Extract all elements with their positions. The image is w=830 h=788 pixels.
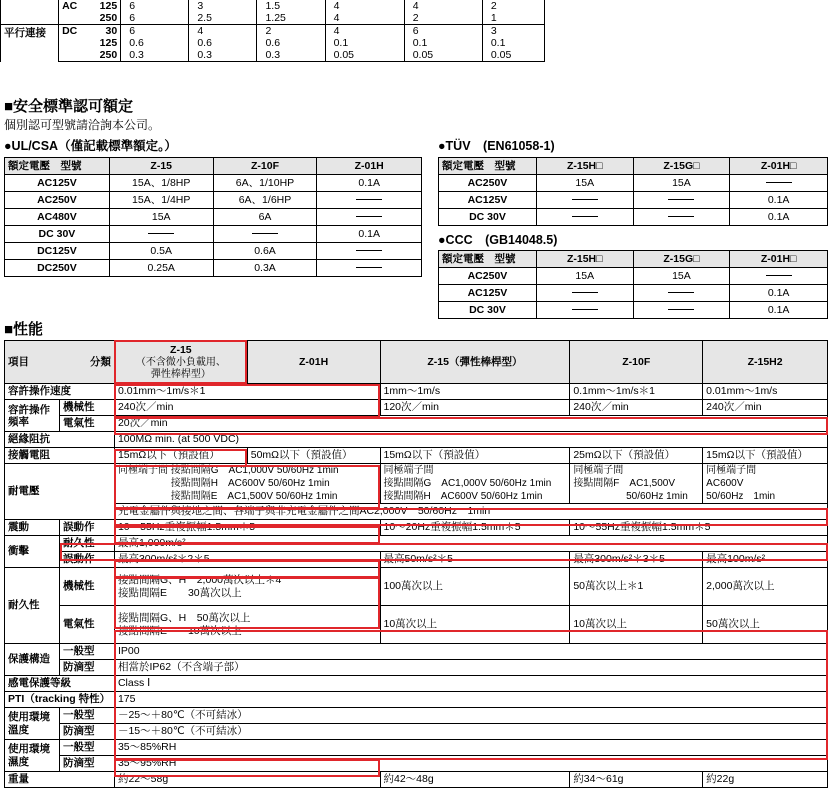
humid-v-drip: 35～95%RH	[114, 756, 827, 772]
withstand-a: 同極端子間 接點間隔G AC1,000V 50/60Hz 1min 接點間隔H AC600V 50/60Hz 1min 接點間隔E AC1,500V 50/60Hz 1min	[114, 464, 380, 504]
row-life-elec	[5, 606, 828, 644]
table-cell: 15A	[633, 175, 730, 192]
column-header: Z-10F	[213, 158, 317, 175]
table-cell	[536, 192, 633, 209]
temp-v-drip: －15～＋80℃（不可結冰）	[114, 724, 827, 740]
table-cell	[536, 285, 633, 302]
h-z10f: Z-10F	[570, 341, 703, 384]
ul-csa-table	[4, 157, 422, 277]
humid-general: 一般型	[59, 740, 114, 756]
performance-title: ■性能	[4, 321, 44, 338]
protect-drip: 防滴型	[59, 660, 114, 676]
freq-mech: 機械性	[59, 400, 114, 416]
dash-mark	[572, 292, 598, 293]
header-row	[5, 158, 422, 175]
value-cell: 6	[121, 25, 189, 38]
shock-d: 最高100m/s²	[703, 552, 828, 568]
value-cell: 0.6	[121, 37, 189, 49]
table-cell: 15A	[109, 209, 213, 226]
column-header: 額定電壓 型號	[5, 158, 110, 175]
header-row	[439, 251, 828, 268]
dash-mark	[572, 216, 598, 217]
table-cell	[633, 209, 730, 226]
row-humid-general	[5, 740, 828, 756]
table-row	[1, 25, 545, 38]
row-protect-drip	[5, 660, 828, 676]
withstand-d: 同極端子間 AC600V 50/60Hz 1min	[703, 464, 828, 504]
speed-c: 0.1mm～1m/s＊1	[570, 384, 703, 400]
table-cell: 0.5A	[109, 243, 213, 260]
humid-label: 使用環境濕度	[5, 740, 60, 772]
tuv-title: ●TÜV (EN61058-1)	[438, 139, 555, 153]
life-mech: 機械性	[59, 568, 114, 606]
safety-title: ■安全標準認可額定	[4, 98, 134, 115]
table-cell: 6A、1/10HP	[213, 175, 317, 192]
table-cell	[317, 209, 422, 226]
dash-mark	[668, 309, 694, 310]
row-freq-mech	[5, 400, 828, 416]
ccc-title: ●CCC (GB14048.5)	[438, 233, 558, 247]
ac-dc-label: DC	[59, 25, 81, 38]
value-cell: 0.3	[121, 49, 189, 62]
freq-c: 240次／min	[570, 400, 703, 416]
table-row	[439, 268, 828, 285]
column-header: Z-01H	[317, 158, 422, 175]
column-header: Z-01H□	[730, 158, 828, 175]
protect-general: 一般型	[59, 644, 114, 660]
value-cell: 6	[121, 0, 189, 12]
life-label: 耐久性	[5, 568, 60, 644]
table-row	[439, 192, 828, 209]
weight-c: 約34～61g	[570, 772, 703, 788]
value-cell: 3	[189, 0, 257, 12]
temp-drip: 防滴型	[59, 724, 114, 740]
table-cell: 6A、1/6HP	[213, 192, 317, 209]
h-z15b: Z-15（彈性棒桿型）	[380, 341, 570, 384]
h-class: 分類	[89, 355, 111, 368]
table-row	[5, 192, 422, 209]
h-item: 項目	[8, 355, 29, 368]
row-weight	[5, 772, 828, 788]
ac-dc-label: AC	[59, 0, 81, 12]
weight-d: 約22g	[703, 772, 828, 788]
freq-elec: 電氣性	[59, 416, 114, 432]
group-spacer	[1, 12, 59, 25]
table-cell	[213, 226, 317, 243]
vib-label: 震動	[5, 520, 60, 536]
value-cell: 6	[404, 25, 482, 38]
shock-class-v: Class Ⅰ	[114, 676, 827, 692]
value-cell: 4	[404, 0, 482, 12]
value-cell: 2.5	[189, 12, 257, 25]
row-humid-drip	[5, 756, 828, 772]
value-cell: 1.25	[257, 12, 325, 25]
ac-dc-label	[59, 12, 81, 25]
value-cell: 0.05	[325, 49, 404, 62]
table-cell	[317, 192, 422, 209]
protect-v-drip: 相當於IP62（不含端子部）	[114, 660, 827, 676]
protect-label: 保護構造	[5, 644, 60, 676]
freq-b: 120次／min	[380, 400, 570, 416]
withstand-c: 同極端子間 接點間隔F AC1,500V 50/60Hz 1min	[570, 464, 703, 504]
safety-note: 個別認可型號請洽詢本公司。	[4, 118, 161, 132]
value-cell: 0.3	[189, 49, 257, 62]
contact-a: 15mΩ以下（預設值）	[114, 448, 247, 464]
row-withstand	[5, 464, 828, 504]
value-cell: 0.3	[257, 49, 325, 62]
voltage-label: AC250V	[5, 192, 110, 209]
temp-v-general: －25～＋80℃（不可結冰）	[114, 708, 827, 724]
humid-v-general: 35～85%RH	[114, 740, 827, 756]
freq-a: 240次／min	[114, 400, 380, 416]
table-row	[439, 209, 828, 226]
freq-label: 容許操作頻率	[5, 400, 60, 432]
contact-label: 接觸電阻	[5, 448, 115, 464]
withstand-common: 充電金屬件與接地之間、各端子與非充電金屬件之間AC2,000V 50/60Hz 1min	[114, 504, 827, 520]
vib-sub: 誤動作	[59, 520, 114, 536]
table-row	[439, 175, 828, 192]
value-cell: 0.05	[404, 49, 482, 62]
h-z15h2: Z-15H2	[703, 341, 828, 384]
table-cell	[633, 302, 730, 319]
humid-drip: 防滴型	[59, 756, 114, 772]
table-cell	[536, 302, 633, 319]
dash-mark	[252, 233, 278, 234]
table-row	[1, 49, 545, 62]
vib-a: 10～55Hz重複振幅1.5mm＊5	[114, 520, 380, 536]
dash-mark	[668, 199, 694, 200]
temp-general: 一般型	[59, 708, 114, 724]
weight-b: 約42～48g	[380, 772, 570, 788]
table-cell: 0.3A	[213, 260, 317, 277]
value-cell: 1.5	[257, 0, 325, 12]
speed-d: 0.01mm～1m/s	[703, 384, 828, 400]
pti-label: PTI（tracking 特性）	[5, 692, 115, 708]
life-mech-d: 2,000萬次以上	[703, 568, 828, 606]
dash-mark	[572, 199, 598, 200]
table-cell: 0.1A	[730, 209, 828, 226]
value-cell: 0.1	[404, 37, 482, 49]
table-row	[5, 209, 422, 226]
table-cell: 15A	[536, 175, 633, 192]
row-contact	[5, 448, 828, 464]
load-value: 250	[81, 49, 121, 62]
freq-e: 20次／min	[114, 416, 827, 432]
value-cell: 2	[482, 0, 544, 12]
life-elec: 電氣性	[59, 606, 114, 644]
life-elec-d: 50萬次以上	[703, 606, 828, 644]
voltage-label: DC 30V	[439, 302, 537, 319]
table-cell	[536, 209, 633, 226]
protect-v-general: IP00	[114, 644, 827, 660]
speed-a: 0.01mm～1m/s＊1	[114, 384, 380, 400]
life-elec-b: 10萬次以上	[380, 606, 570, 644]
shock-mal: 誤動作	[59, 552, 114, 568]
value-cell: 6	[121, 12, 189, 25]
tuv-table	[438, 157, 828, 226]
pti-v: 175	[114, 692, 827, 708]
load-value: 125	[81, 0, 121, 12]
life-mech-c: 50萬次以上＊1	[570, 568, 703, 606]
row-shock-mal	[5, 552, 828, 568]
insul-v: 100MΩ min. (at 500 VDC)	[114, 432, 827, 448]
row-temp-drip	[5, 724, 828, 740]
value-cell: 4	[189, 25, 257, 38]
perf-h-z15: Z-15	[170, 343, 192, 356]
life-elec-c: 10萬次以上	[570, 606, 703, 644]
shock-v-dur: 最高1,000m/s²	[114, 536, 827, 552]
ac-dc-label	[59, 37, 81, 49]
dash-mark	[766, 182, 792, 183]
table-cell	[633, 285, 730, 302]
table-cell: 0.1A	[317, 226, 422, 243]
header-row	[439, 158, 828, 175]
dash-mark	[356, 267, 382, 268]
table-cell	[633, 192, 730, 209]
table-cell: 15A、1/8HP	[109, 175, 213, 192]
table-cell: 15A、1/4HP	[109, 192, 213, 209]
temp-label: 使用環境溫度	[5, 708, 60, 740]
dash-mark	[668, 292, 694, 293]
column-header: Z-01H□	[730, 251, 828, 268]
row-pti	[5, 692, 828, 708]
column-header: Z-15H□	[536, 251, 633, 268]
table-row	[1, 0, 545, 12]
row-life-mech	[5, 568, 828, 606]
voltage-label: DC 30V	[439, 209, 537, 226]
voltage-label: AC125V	[5, 175, 110, 192]
voltage-label: DC250V	[5, 260, 110, 277]
value-cell: 2	[257, 25, 325, 38]
shock-dur: 耐久性	[59, 536, 114, 552]
value-cell: 0.6	[189, 37, 257, 49]
ul-title: ●UL/CSA（僅記載標準額定。）	[4, 139, 177, 153]
insul-label: 絕緣阻抗	[5, 432, 115, 448]
voltage-label: AC250V	[439, 175, 537, 192]
load-value: 250	[81, 12, 121, 25]
load-value: 125	[81, 37, 121, 49]
dash-mark	[668, 216, 694, 217]
perf-header-row	[5, 341, 828, 384]
column-header: 額定電壓 型號	[439, 158, 537, 175]
table-cell	[730, 268, 828, 285]
parallel-connection-table	[0, 0, 545, 62]
table-row	[1, 12, 545, 25]
value-cell: 3	[482, 25, 544, 38]
shock-label: 衝擊	[5, 536, 60, 568]
row-protect-general	[5, 644, 828, 660]
voltage-label: DC125V	[5, 243, 110, 260]
h-z15-sub: （不含微小負載用、 彈性棒桿型）	[135, 356, 226, 380]
value-cell: 2	[404, 12, 482, 25]
value-cell: 0.1	[482, 37, 544, 49]
table-cell: 0.1A	[730, 192, 828, 209]
voltage-label: AC125V	[439, 192, 537, 209]
value-cell: 0.6	[257, 37, 325, 49]
withstand-b: 同極端子間 接點間隔G AC1,000V 50/60Hz 1min 接點間隔H AC600V 50/60Hz 1min	[380, 464, 570, 504]
row-speed	[5, 384, 828, 400]
contact-d: 15mΩ以下（預設值）	[703, 448, 828, 464]
table-cell	[317, 243, 422, 260]
table-row	[5, 243, 422, 260]
load-value: 30	[81, 25, 121, 38]
row-withstand-common	[5, 504, 828, 520]
table-cell	[109, 226, 213, 243]
column-header: Z-15	[109, 158, 213, 175]
voltage-label: AC125V	[439, 285, 537, 302]
group-label: 平行連接	[1, 25, 59, 62]
column-header: Z-15H□	[536, 158, 633, 175]
table-row	[5, 226, 422, 243]
table-cell: 0.1A	[317, 175, 422, 192]
vib-c: 10～55Hz重複振幅1.5mm＊5	[570, 520, 828, 536]
table-cell: 15A	[536, 268, 633, 285]
vib-b: 10～20Hz重複振幅1.5mm＊5	[380, 520, 570, 536]
value-cell: 4	[325, 0, 404, 12]
table-row	[5, 260, 422, 277]
h-z01h: Z-01H	[247, 341, 380, 384]
dash-mark	[356, 250, 382, 251]
table-cell: 6A	[213, 209, 317, 226]
shock-b: 最高50m/s²＊5	[380, 552, 570, 568]
ac-dc-label	[59, 49, 81, 62]
h-z15	[114, 341, 247, 384]
shock-class-label: 感電保護等級	[5, 676, 115, 692]
dash-mark	[148, 233, 174, 234]
table-cell: 15A	[633, 268, 730, 285]
voltage-label: AC480V	[5, 209, 110, 226]
table-cell: 0.25A	[109, 260, 213, 277]
value-cell: 0.05	[482, 49, 544, 62]
ccc-table	[438, 250, 828, 319]
value-cell: 1	[482, 12, 544, 25]
row-shock-class	[5, 676, 828, 692]
row-temp-general	[5, 708, 828, 724]
contact-c: 25mΩ以下（預設值）	[570, 448, 703, 464]
performance-table	[4, 340, 828, 788]
table-row	[1, 37, 545, 49]
table-cell: 0.1A	[730, 285, 828, 302]
life-mech-a: 接點間隔G、H 2,000萬次以上＊4 接點間隔E 30萬次以上	[114, 568, 380, 606]
weight-label: 重量	[5, 772, 115, 788]
value-cell: 4	[325, 12, 404, 25]
dash-mark	[356, 199, 382, 200]
group-spacer	[1, 0, 59, 12]
table-row	[5, 175, 422, 192]
freq-d: 240次／min	[703, 400, 828, 416]
value-cell: 0.1	[325, 37, 404, 49]
speed-b: 1mm～1m/s	[380, 384, 570, 400]
table-cell	[730, 175, 828, 192]
weight-a: 約22～58g	[114, 772, 380, 788]
shock-c: 最高300m/s²＊3＊5	[570, 552, 703, 568]
column-header: 額定電壓 型號	[439, 251, 537, 268]
speed-label: 容許操作速度	[5, 384, 115, 400]
life-elec-a: 接點間隔G、H 50萬次以上 接點間隔E 10萬次以上	[114, 606, 380, 644]
table-cell: 0.1A	[730, 302, 828, 319]
row-shock-dur	[5, 536, 828, 552]
contact-z01: 50mΩ以下（預設值）	[247, 448, 380, 464]
dash-mark	[766, 275, 792, 276]
value-cell: 4	[325, 25, 404, 38]
row-freq-elec	[5, 416, 828, 432]
table-row	[439, 285, 828, 302]
table-cell: 0.6A	[213, 243, 317, 260]
column-header: Z-15G□	[633, 158, 730, 175]
life-mech-b: 100萬次以上	[380, 568, 570, 606]
column-header: Z-15G□	[633, 251, 730, 268]
dash-mark	[356, 216, 382, 217]
table-row	[439, 302, 828, 319]
shock-a: 最高300m/s²＊2＊5	[114, 552, 380, 568]
voltage-label: AC250V	[439, 268, 537, 285]
voltage-label: DC 30V	[5, 226, 110, 243]
table-cell	[317, 260, 422, 277]
withstand-label: 耐電壓	[5, 464, 115, 520]
dash-mark	[572, 309, 598, 310]
row-vibration	[5, 520, 828, 536]
row-insulation	[5, 432, 828, 448]
contact-b: 15mΩ以下（預設值）	[380, 448, 570, 464]
